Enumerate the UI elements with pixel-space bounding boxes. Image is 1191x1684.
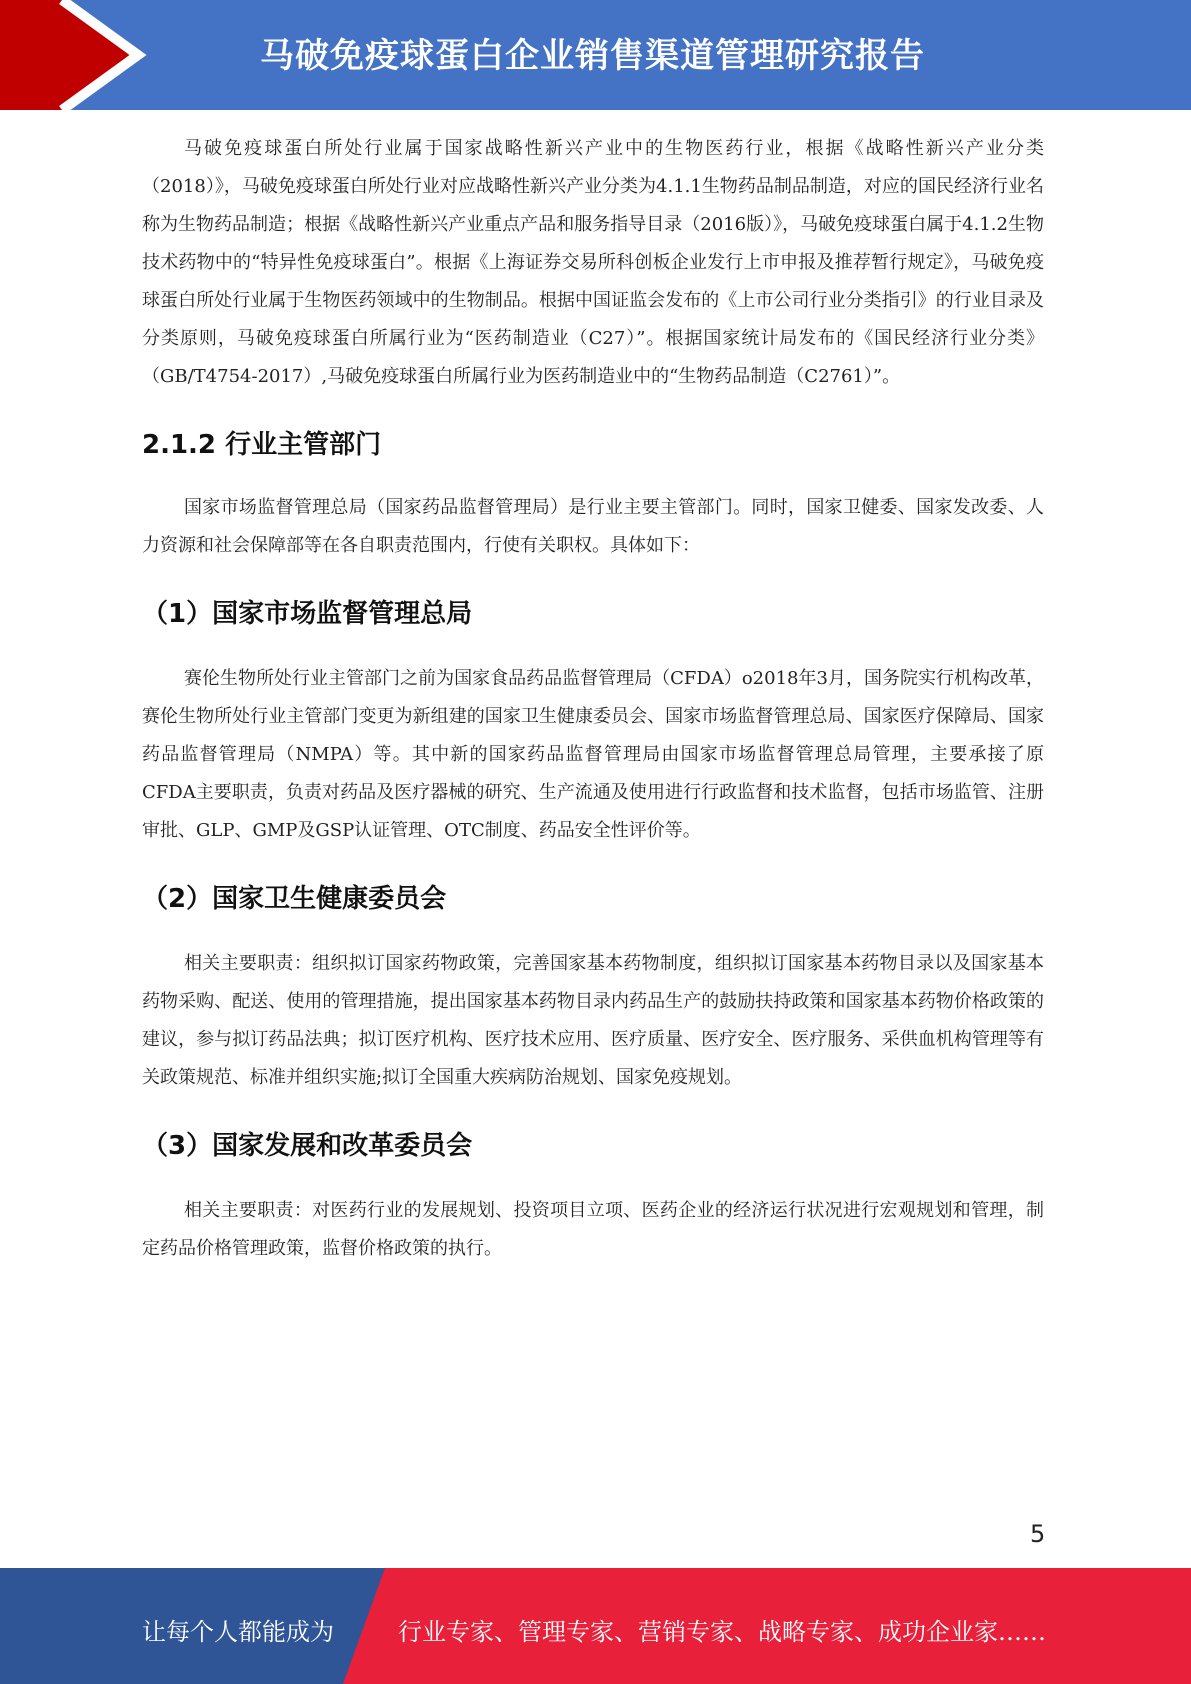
footer-slogan-right: 行业专家、管理专家、营销专家、战略专家、成功企业家…… bbox=[398, 1618, 1046, 1646]
subheading-ndrc: （3）国家发展和改革委员会 bbox=[142, 1131, 473, 1161]
paragraph-ndrc-duties: 相关主要职责：对医药行业的发展规划、投资项目立项、医药企业的经济运行状况进行宏观规划和管理，制定药品价格管理政策，监督价格政策的执行。 bbox=[142, 1200, 1044, 1259]
report-title: 马破免疫球蛋白企业销售渠道管理研究报告 bbox=[260, 36, 925, 76]
subheading-nhc: （2）国家卫生健康委员会 bbox=[142, 884, 447, 914]
section-heading-2-1-2: 2.1.2 行业主管部门 bbox=[142, 430, 382, 460]
header-arrow-icon bbox=[0, 0, 160, 110]
paragraph-industry-classification: 马破免疫球蛋白所处行业属于国家战略性新兴产业中的生物医药行业，根据《战略性新兴产业分类（2018）》，马破免疫球蛋白所处行业对应战略性新兴产业分类为4.1.1生物药品制品制造，对应的国民经济行业名称为生物药品制造；根据《战略性新兴产业重点产品和服务指导目录（2016版）》，马破免疫球蛋白属于4.1.2生物技术药物中的“特异性免疫球蛋白”。根据《上海证券交易所科创板企业发行上市申报及推荐暂行规定》，马破免疫球蛋白所处行业属于生物医药领域中的生物制品。根据中国证监会发布的《上市公司行业分类指引》的行业目录及分类原则，马破免疫球蛋白所属行业为“医药制造业（C27）”。根据国家统计局发布的《国民经济行业分类》（GB/T4754-2017）,马破免疫球蛋白所属行业为医药制造业中的“生物药品制造（C2761）”。 bbox=[142, 138, 1044, 387]
page-number: 5 bbox=[1030, 1520, 1046, 1548]
main-content bbox=[142, 130, 1044, 1268]
paragraph-nhc-duties: 相关主要职责：组织拟订国家药物政策，完善国家基本药物制度，组织拟订国家基本药物目录以及国家基本药物采购、配送、使用的管理措施，提出国家基本药物目录内药品生产的鼓励扶持政策和国家基本药物价格政策的建议，参与拟订药品法典；拟订医疗机构、医疗技术应用、医疗质量、医疗安全、医疗服务、采供血机构管理等有关政策规范、标准并组织实施;拟订全国重大疾病防治规划、国家免疫规划。 bbox=[142, 953, 1044, 1088]
paragraph-regulators-overview: 国家市场监督管理总局（国家药品监督管理局）是行业主要主管部门。同时，国家卫健委、国家发改委、人力资源和社会保障部等在各自职责范围内，行使有关职权。具体如下： bbox=[142, 497, 1044, 556]
footer-slogan-left: 让每个人都能成为 bbox=[142, 1618, 334, 1646]
page-footer bbox=[0, 1568, 1191, 1684]
subheading-samr: （1）国家市场监督管理总局 bbox=[142, 599, 473, 629]
paragraph-samr-duties: 赛伦生物所处行业主管部门之前为国家食品药品监督管理局（CFDA）o2018年3月，国务院实行机构改革，赛伦生物所处行业主管部门变更为新组建的国家卫生健康委员会、国家市场监督管理总局、国家医疗保障局、国家药品监督管理局（NMPA）等。其中新的国家药品监督管理局由国家市场监督管理总局管理，主要承接了原CFDA主要职责，负责对药品及医疗器械的研究、生产流通及使用进行行政监督和技术监督，包括市场监管、注册审批、GLP、GMP及GSP认证管理、OTC制度、药品安全性评价等。 bbox=[142, 668, 1044, 841]
page-header bbox=[0, 0, 1191, 110]
